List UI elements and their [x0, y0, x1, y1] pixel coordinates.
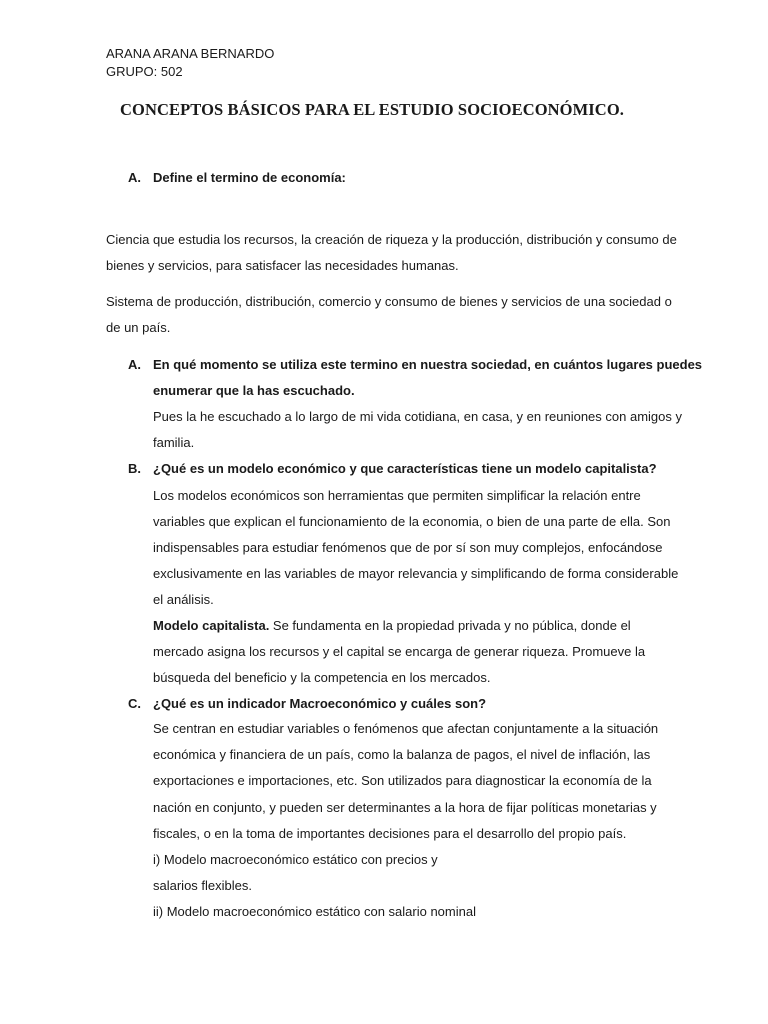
answer-line: indispensables para estudiar fenómenos que de por sí son muy complejos, enfocándose — [153, 540, 663, 555]
page-title: CONCEPTOS BÁSICOS PARA EL ESTUDIO SOCIOECONÓMICO. — [120, 100, 624, 119]
group-label: GRUPO: 502 — [106, 64, 183, 79]
question-line: ¿Qué es un modelo económico y que características tiene un modelo capitalista? — [153, 461, 657, 476]
list-marker: C. — [128, 696, 141, 711]
answer-line: Los modelos económicos son herramientas que permiten simplificar la relación entre — [153, 488, 641, 503]
question-define-economy: Define el termino de economía: — [153, 170, 346, 185]
list-marker: A. — [128, 357, 141, 372]
answer-line: exportaciones e importaciones, etc. Son utilizados para diagnosticar la economía de la — [153, 773, 652, 788]
answer-line: fiscales, o en la toma de importantes decisiones para el desarrollo del propio país. — [153, 826, 627, 841]
answer-line: familia. — [153, 435, 195, 450]
list-marker: B. — [128, 461, 141, 476]
answer-line: nación en conjunto, y pueden ser determinantes a la hora de fijar políticas monetarias y — [153, 800, 657, 815]
capitalist-line — [153, 618, 631, 633]
list-marker: A. — [128, 170, 141, 185]
capitalist-text: Se fundamenta en la propiedad privada y no pública, donde el — [269, 618, 631, 633]
paragraph-line: bienes y servicios, para satisfacer las necesidades humanas. — [106, 258, 459, 273]
capitalist-label: Modelo capitalista. — [153, 618, 270, 633]
answer-line: Se centran en estudiar variables o fenómenos que afectan conjuntamente a la situación — [153, 721, 659, 736]
paragraph-line: Sistema de producción, distribución, comercio y consumo de bienes y servicios de una sociedad o — [106, 294, 672, 309]
list-item: ii) Modelo macroeconómico estático con salario nominal — [153, 904, 476, 919]
answer-line: Pues la he escuchado a lo largo de mi vida cotidiana, en casa, y en reuniones con amigos y — [153, 409, 682, 424]
answer-line: económica y financiera de un país, como la balanza de pagos, el nivel de inflación, las — [153, 747, 651, 762]
answer-line: mercado asigna los recursos y el capital se encarga de generar riqueza. Promueve la — [153, 644, 646, 659]
question-line: En qué momento se utiliza este termino en nuestra sociedad, en cuántos lugares puedes — [153, 357, 703, 372]
paragraph-line: Ciencia que estudia los recursos, la creación de riqueza y la producción, distribución y consumo de — [106, 232, 677, 247]
paragraph-line: de un país. — [106, 320, 171, 335]
answer-line: búsqueda del beneficio y la competencia en los mercados. — [153, 670, 491, 685]
list-item: salarios flexibles. — [153, 878, 252, 893]
list-item: i) Modelo macroeconómico estático con precios y — [153, 852, 438, 867]
question-line: enumerar que la has escuchado. — [153, 383, 355, 398]
author-name: ARANA ARANA BERNARDO — [106, 46, 275, 61]
question-line: ¿Qué es un indicador Macroeconómico y cuáles son? — [153, 696, 487, 711]
answer-line: el análisis. — [153, 592, 214, 607]
answer-line: variables que explican el funcionamiento de la economia, o bien de una parte de ella. Son — [153, 514, 671, 529]
answer-line: exclusivamente en las variables de mayor relevancia y simplificando de forma considerable — [153, 566, 679, 581]
